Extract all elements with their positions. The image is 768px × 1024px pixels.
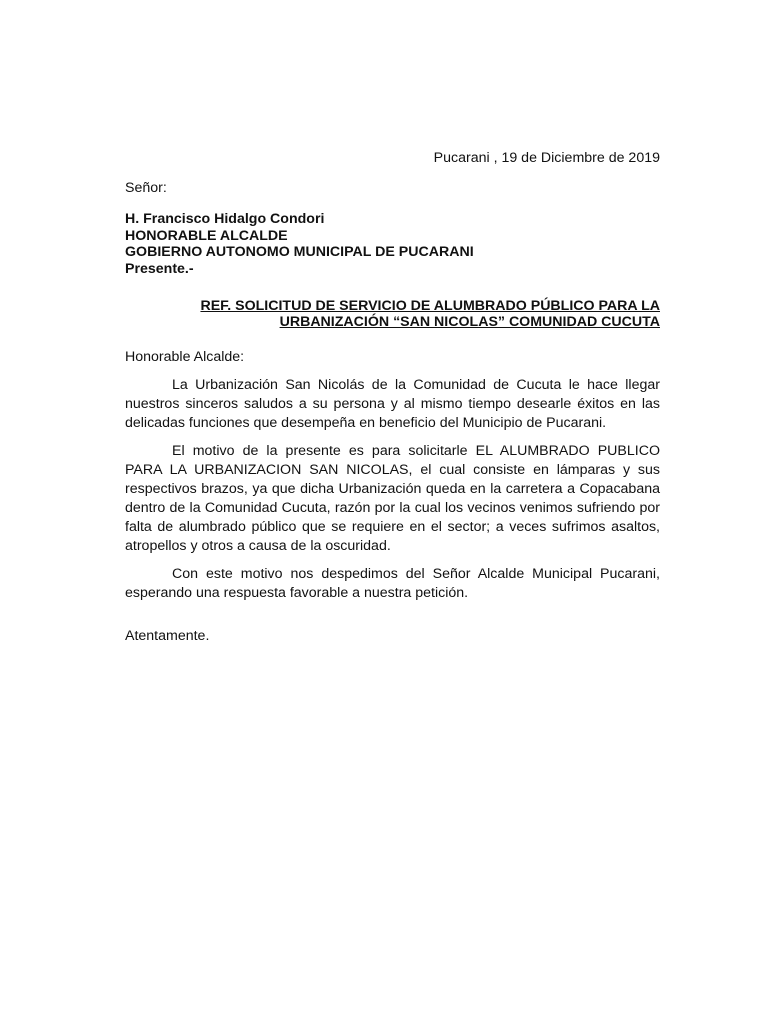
paragraph-2: El motivo de la presente es para solicitarle EL ALUMBRADO PUBLICO PARA LA URBANIZACION SAN NICOLAS, el cual consiste en lámparas y sus respectivos brazos, ya que dicha Urbanización queda en la carretera a Copacabana dentro de la Comunidad Cucuta, razón por la cual los vecinos venimos sufriendo por falta de alumbrado público que se requiere en el sector; a veces sufrimos asaltos, atropellos y otros a causa de la oscuridad. [125,443,660,554]
recipient-organization: GOBIERNO AUTONOMO MUNICIPAL DE PUCARANI [125,244,474,260]
letter-body [125,149,660,646]
reference-line-2: URBANIZACIÓN “SAN NICOLAS” COMUNIDAD CUCUTA [279,313,660,330]
closing: Atentamente. [125,628,210,644]
reference-line-1: REF. SOLICITUD DE SERVICIO DE ALUMBRADO PÚBLICO PARA LA [200,298,660,314]
paragraph-3: Con este motivo nos despedimos del Señor Alcalde Municipal Pucarani, esperando una respuesta favorable a nuestra petición. [125,566,660,601]
paragraph-1: La Urbanización San Nicolás de la Comunidad de Cucuta le hace llegar nuestros sinceros saludos a su persona y al mismo tiempo desearle éxitos en las delicadas funciones que desempeña en beneficio del Municipio de Pucarani. [125,377,660,431]
greeting: Honorable Alcalde: [125,349,245,365]
salutation: Señor: [125,180,167,196]
recipient-block [125,211,660,277]
letter-date: Pucarani , 19 de Diciembre de 2019 [433,150,660,166]
recipient-name: H. Francisco Hidalgo Condori [125,211,325,227]
reference-line [125,299,660,330]
recipient-presente: Presente.- [125,260,194,277]
recipient-title: HONORABLE ALCALDE [125,227,288,244]
